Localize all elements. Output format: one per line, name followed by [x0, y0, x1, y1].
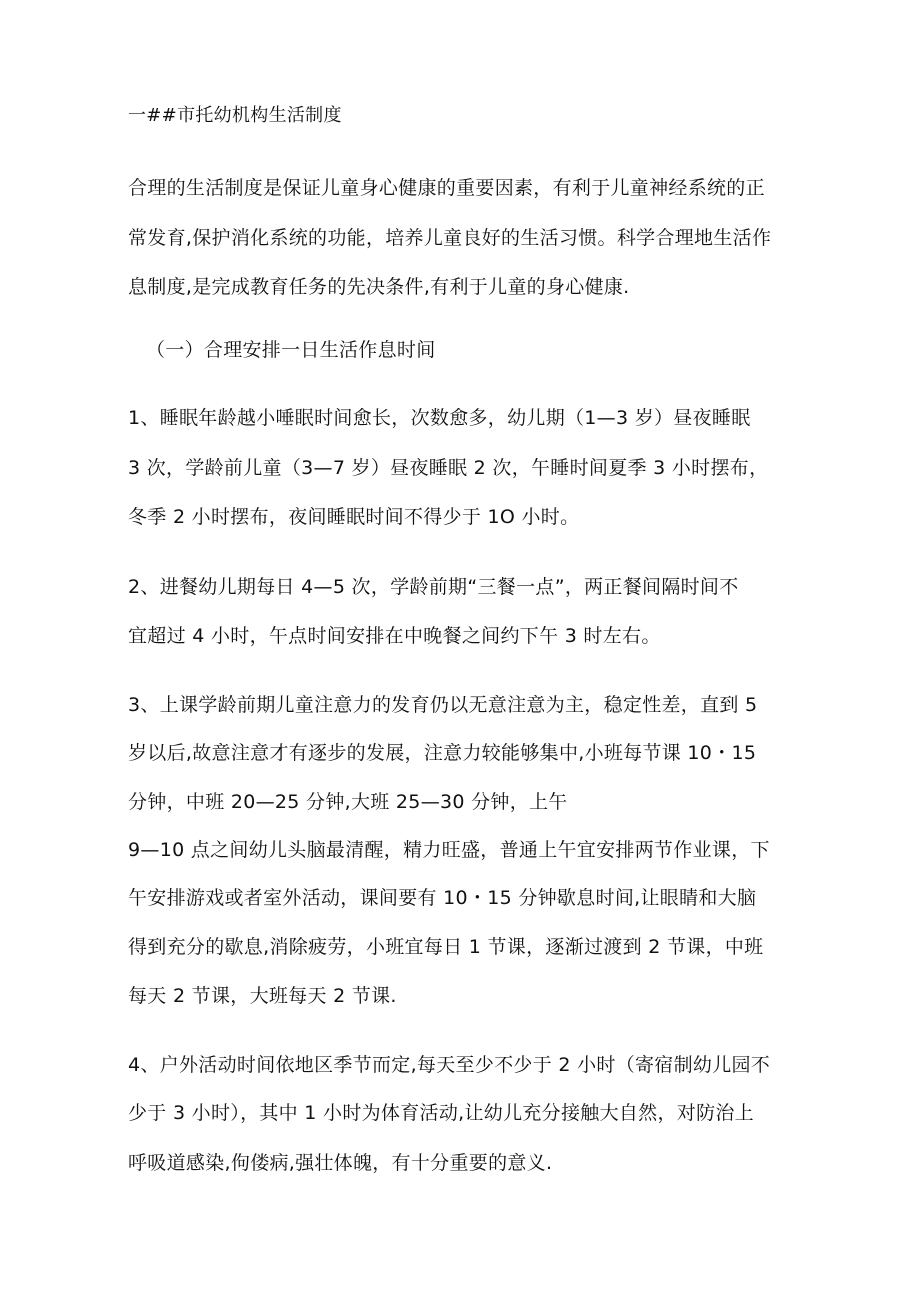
item-3-line: 3、上课学龄前期儿童注意力的发育仍以无意注意为主，稳定性差，直到 5: [128, 694, 758, 716]
item-1-line: 冬季 2 小时摆布，夜间睡眠时间不得少于 1O 小时。: [128, 506, 580, 528]
item-4-line: 4、户外活动时间依地区季节而定,每天至少不少于 2 小时（寄宿制幼儿园不: [128, 1054, 771, 1076]
item-3-line: 午安排游戏或者室外活动，课间要有 10・15 分钟歇息时间,让眼睛和大脑: [128, 887, 757, 909]
intro-line: 常发育,保护消化系统的功能，培养儿童良好的生活习惯。科学合理地生活作: [128, 227, 772, 249]
item-2-line: 宜超过 4 小时，午点时间安排在中晚餐之间约下午 3 时左右。: [128, 625, 661, 647]
intro-line: 息制度,是完成教育任务的先决条件,有利于儿童的身心健康.: [128, 276, 630, 298]
item-3-line: 得到充分的歇息,消除疲劳，小班宜每日 1 节课，逐渐过渡到 2 节课，中班: [128, 936, 764, 958]
item-4-line: 呼吸道感染,佝偻病,强壮体魄，有十分重要的意义.: [128, 1152, 553, 1174]
document-title: 一##市托幼机构生活制度: [128, 105, 342, 126]
item-3-line: 分钟，中班 20—25 分钟,大班 25—30 分钟，上午: [128, 791, 568, 813]
item-2-line: 2、进餐幼儿期每日 4—5 次，学龄前期“三餐一点”，两正餐间隔时间不: [128, 576, 739, 598]
item-4-line: 少于 3 小时），其中 1 小时为体育活动,让幼儿充分接触大自然，对防治上: [128, 1102, 754, 1124]
intro-line: 合理的生活制度是保证儿童身心健康的重要因素，有利于儿童神经系统的正: [128, 177, 765, 199]
item-3-line: 岁以后,故意注意才有逐步的发展，注意力较能够集中,小班每节课 10・15: [128, 742, 757, 764]
section-heading: （一）合理安排一日生活作息时间: [146, 339, 436, 361]
item-3-line: 9—10 点之间幼儿头脑最清醒，精力旺盛，普通上午宜安排两节作业课，下: [128, 839, 770, 861]
item-3-line: 每天 2 节课，大班每天 2 节课.: [128, 985, 397, 1007]
item-1-line: 3 次，学龄前儿童（3—7 岁）昼夜睡眠 2 次，午睡时间夏季 3 小时摆布，: [128, 457, 769, 479]
item-1-line: 1、睡眠年龄越小唾眠时间愈长，次数愈多，幼儿期（1—3 岁）昼夜睡眠: [128, 407, 751, 429]
